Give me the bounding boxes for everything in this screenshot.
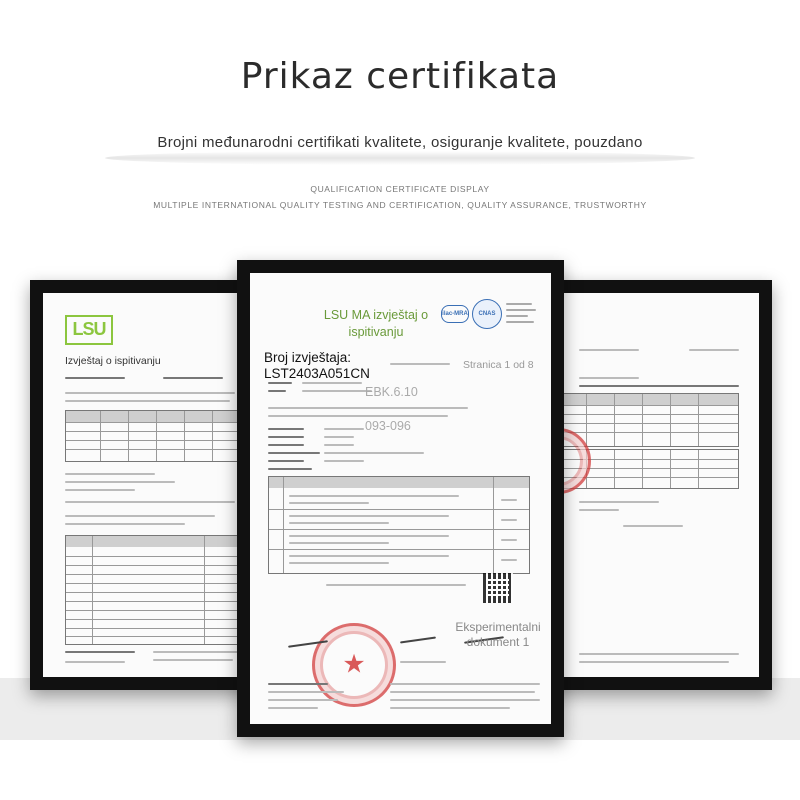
text-line xyxy=(65,473,155,475)
code-ebk: EBK.6.10 xyxy=(365,385,418,399)
result-table-left xyxy=(65,410,239,462)
text-line xyxy=(324,460,364,462)
background-bottom xyxy=(0,740,800,800)
certificate-frame-left[interactable] xyxy=(30,280,262,690)
text-line xyxy=(400,661,446,663)
cnas-badge: CNAS xyxy=(472,299,502,329)
text-line xyxy=(65,661,125,663)
text-line xyxy=(390,683,540,685)
text-line xyxy=(268,415,448,417)
report-number-value: LST2403A051CN xyxy=(264,366,370,381)
text-line xyxy=(579,349,639,351)
text-line xyxy=(268,691,344,693)
signature-2 xyxy=(400,637,436,644)
text-line xyxy=(65,515,215,517)
text-line xyxy=(390,363,450,365)
text-line xyxy=(65,400,230,402)
divider-shadow xyxy=(105,151,695,165)
text-line xyxy=(153,659,233,661)
caption-english-1: QUALIFICATION CERTIFICATE DISPLAY xyxy=(310,184,490,194)
report-number-block xyxy=(264,350,414,382)
text-line xyxy=(268,468,312,470)
text-line xyxy=(390,691,535,693)
text-line xyxy=(390,707,510,709)
qr-code xyxy=(483,573,513,603)
text-line xyxy=(579,501,659,503)
text-line xyxy=(324,444,354,446)
text-line xyxy=(579,653,739,655)
text-line xyxy=(268,428,304,430)
text-line xyxy=(268,699,338,701)
text-line xyxy=(268,707,318,709)
text-line xyxy=(579,377,639,379)
text-line xyxy=(268,444,304,446)
experimental-watermark: Eksperimentalni dokument 1 xyxy=(455,620,541,649)
certificate-center-title: LSU MA izvještaj o ispitivanju xyxy=(323,308,429,339)
text-line xyxy=(268,407,468,409)
text-line xyxy=(689,349,739,351)
text-line xyxy=(579,661,729,663)
text-line xyxy=(268,390,286,392)
text-line xyxy=(65,377,125,379)
text-line xyxy=(268,382,292,384)
red-stamp-center xyxy=(312,623,396,707)
text-line xyxy=(163,377,223,379)
text-line xyxy=(268,460,304,462)
text-line xyxy=(268,436,304,438)
text-line xyxy=(390,699,540,701)
clause-table-left xyxy=(65,535,239,645)
text-line xyxy=(65,501,235,503)
page-info: Stranica 1 od 8 xyxy=(463,359,534,371)
certificate-frame-right[interactable] xyxy=(540,280,772,690)
text-line xyxy=(579,509,619,511)
lsu-logo: LSU xyxy=(65,315,113,345)
text-line xyxy=(65,489,135,491)
text-line xyxy=(268,452,320,454)
test-requirement-table xyxy=(268,476,530,574)
text-line xyxy=(65,392,235,394)
end-of-report-line xyxy=(326,584,466,586)
certificate-frame-center[interactable] xyxy=(237,260,564,737)
result-table-right xyxy=(557,393,739,447)
text-line xyxy=(324,452,424,454)
text-line xyxy=(324,428,364,430)
text-line xyxy=(579,385,739,387)
ilac-mra-badge: ilac-MRA xyxy=(441,305,469,323)
certificate-paper-center xyxy=(250,273,551,724)
page-subtitle: Brojni međunarodni certifikati kvalitete, osiguranje kvalitete, pouzdano xyxy=(157,134,643,151)
certificate-left-title: Izvještaj o ispitivanju xyxy=(65,355,161,367)
text-line xyxy=(65,651,135,653)
text-line xyxy=(324,436,354,438)
report-number-label: Broj izvještaja: xyxy=(264,350,352,365)
text-line xyxy=(302,382,362,384)
text-line xyxy=(302,390,372,392)
text-line xyxy=(268,683,328,685)
text-line xyxy=(623,525,683,527)
certificate-paper-right xyxy=(553,293,759,677)
text-line xyxy=(65,523,185,525)
caption-english-2: MULTIPLE INTERNATIONAL QUALITY TESTING AND CERTIFICATION, QUALITY ASSURANCE, TRUSTWORTHY xyxy=(153,200,647,210)
page-title: Prikaz certifikata xyxy=(240,56,560,97)
text-line xyxy=(65,481,175,483)
text-line xyxy=(153,651,238,653)
stamp-star-icon: ★ xyxy=(342,648,366,679)
certificate-paper-left xyxy=(43,293,249,677)
code-range: 093-096 xyxy=(365,419,411,433)
